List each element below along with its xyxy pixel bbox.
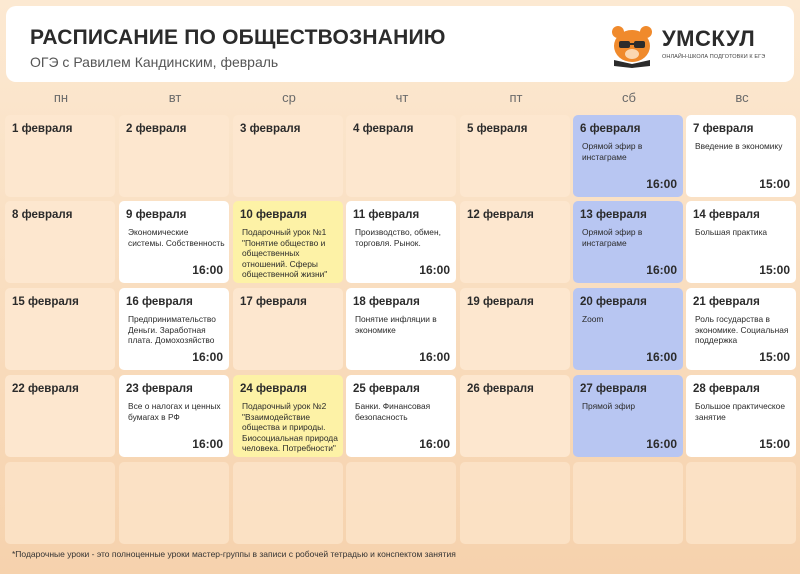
calendar-day-cell — [5, 375, 115, 457]
day-date: 10 февраля — [240, 209, 307, 221]
day-date: 8 февраля — [12, 209, 73, 221]
lesson-topic: Орямой эфир в инстаграме — [582, 227, 643, 248]
lesson-topic: Предпринимательство Деньги. Заработная плата. Домохозяйство — [128, 314, 216, 345]
day-date: 16 февраля — [126, 296, 193, 308]
calendar-day-cell — [5, 115, 115, 197]
lesson-time: 16:00 — [646, 437, 677, 451]
calendar-day-cell — [686, 288, 796, 370]
lesson-topic: Подарочный урок №1 "Понятие общество и общественных отношений. Сферы общественной жизни" — [242, 227, 328, 279]
calendar-day-cell — [119, 288, 229, 370]
weekday-wed: ср — [282, 90, 296, 105]
calendar-day-cell — [686, 115, 796, 197]
weekday-sun: вс — [735, 90, 749, 105]
empty-day-cell — [346, 462, 456, 544]
day-date: 26 февраля — [467, 383, 534, 395]
logo-name: УМСКУЛ — [662, 26, 756, 51]
calendar-day-cell — [119, 115, 229, 197]
calendar-day-cell — [346, 288, 456, 370]
calendar-day-cell — [573, 288, 683, 370]
lesson-time: 16:00 — [646, 350, 677, 364]
calendar-day-cell — [686, 375, 796, 457]
day-date: 24 февраля — [240, 383, 307, 395]
lesson-topic: Производство, обмен, торговля. Рынок. — [355, 227, 441, 248]
day-date: 19 февраля — [467, 296, 534, 308]
calendar-day-cell — [460, 115, 570, 197]
day-date: 7 февраля — [693, 123, 754, 135]
lesson-time: 15:00 — [759, 263, 790, 277]
lesson-topic: Понятие инфляции в экономике — [355, 314, 437, 335]
day-date: 9 февраля — [126, 209, 187, 221]
calendar-day-cell — [573, 115, 683, 197]
lesson-time: 16:00 — [192, 350, 223, 364]
lesson-time: 16:00 — [192, 263, 223, 277]
calendar-day-cell — [119, 375, 229, 457]
day-date: 25 февраля — [353, 383, 420, 395]
day-date: 12 февраля — [467, 209, 534, 221]
empty-day-cell — [233, 462, 343, 544]
lesson-time: 16:00 — [646, 177, 677, 191]
lesson-topic: Подарочный урок №2 "Взаимодействие общества и природы. Биосоциальная природа человека. Потребности" — [242, 401, 338, 453]
lesson-topic: Введение в экономику — [695, 141, 783, 151]
lesson-time: 16:00 — [646, 263, 677, 277]
weekday-tue: вт — [168, 90, 182, 105]
lesson-topic: Экономические системы. Собственность — [128, 227, 225, 248]
calendar-day-cell — [5, 201, 115, 283]
day-date: 13 февраля — [580, 209, 647, 221]
empty-day-cell — [5, 462, 115, 544]
lesson-topic: Орямой эфир в инстаграме — [582, 141, 643, 162]
calendar-day-cell — [573, 201, 683, 283]
page-subtitle: ОГЭ с Равилем Кандинским, февраль — [30, 54, 279, 70]
day-date: 17 февраля — [240, 296, 307, 308]
day-date: 3 февраля — [240, 123, 301, 135]
day-date: 22 февраля — [12, 383, 79, 395]
calendar-day-cell — [460, 201, 570, 283]
day-date: 4 февраля — [353, 123, 414, 135]
empty-day-cell — [573, 462, 683, 544]
logo — [608, 24, 774, 68]
calendar-day-cell — [573, 375, 683, 457]
lesson-time: 15:00 — [759, 350, 790, 364]
calendar-day-cell — [5, 288, 115, 370]
calendar-day-cell — [233, 115, 343, 197]
lesson-time: 16:00 — [419, 350, 450, 364]
day-date: 11 февраля — [353, 209, 420, 221]
calendar-day-cell — [686, 201, 796, 283]
weekday-mon: пн — [53, 90, 69, 105]
lesson-topic: Все о налогах и ценных бумагах в РФ — [128, 401, 221, 422]
weekday-fri: пт — [509, 90, 523, 105]
calendar-day-cell — [119, 201, 229, 283]
calendar-day-cell — [346, 201, 456, 283]
lesson-topic: Большая практика — [695, 227, 768, 237]
footnote: *Подарочные уроки - это полноценные уроки мастер-группы в записи с робочей тетрадью и конспектом занятия — [12, 549, 456, 559]
page-title: РАСПИСАНИЕ ПО ОБЩЕСТВОЗНАНИЮ — [30, 26, 446, 49]
calendar-day-cell — [233, 201, 343, 283]
calendar-day-cell — [346, 115, 456, 197]
day-date: 21 февраля — [693, 296, 760, 308]
calendar-day-cell — [346, 375, 456, 457]
calendar-day-cell — [460, 288, 570, 370]
day-date: 6 февраля — [580, 123, 641, 135]
day-date: 2 февраля — [126, 123, 187, 135]
weekday-thu: чт — [395, 90, 409, 105]
weekday-sat: сб — [622, 90, 636, 105]
lesson-topic: Банки. Финансовая безопасность — [355, 401, 431, 422]
day-date: 27 февраля — [580, 383, 647, 395]
lesson-topic: Большое практическое занятие — [695, 401, 785, 422]
logo-tagline: ОНЛАЙН-ШКОЛА ПОДГОТОВКИ К ЕГЭ — [662, 54, 766, 60]
day-date: 14 февраля — [693, 209, 760, 221]
lesson-time: 16:00 — [192, 437, 223, 451]
day-date: 28 февраля — [693, 383, 760, 395]
empty-day-cell — [460, 462, 570, 544]
lesson-time: 16:00 — [419, 437, 450, 451]
empty-day-cell — [119, 462, 229, 544]
header — [6, 6, 794, 82]
day-date: 5 февраля — [467, 123, 528, 135]
lesson-time: 16:00 — [419, 263, 450, 277]
lesson-topic: Прямой эфир — [582, 401, 636, 411]
day-date: 18 февраля — [353, 296, 420, 308]
lesson-topic: Роль государства в экономике. Социальная поддержка — [695, 314, 789, 345]
day-date: 15 февраля — [12, 296, 79, 308]
calendar-day-cell — [233, 288, 343, 370]
day-date: 1 февраля — [12, 123, 73, 135]
bear-logo-icon — [608, 24, 656, 68]
day-date: 23 февраля — [126, 383, 193, 395]
empty-day-cell — [686, 462, 796, 544]
lesson-time: 15:00 — [759, 177, 790, 191]
lesson-topic: Zoom — [582, 314, 604, 324]
lesson-time: 15:00 — [759, 437, 790, 451]
calendar-day-cell — [233, 375, 343, 457]
day-date: 20 февраля — [580, 296, 647, 308]
calendar-day-cell — [460, 375, 570, 457]
